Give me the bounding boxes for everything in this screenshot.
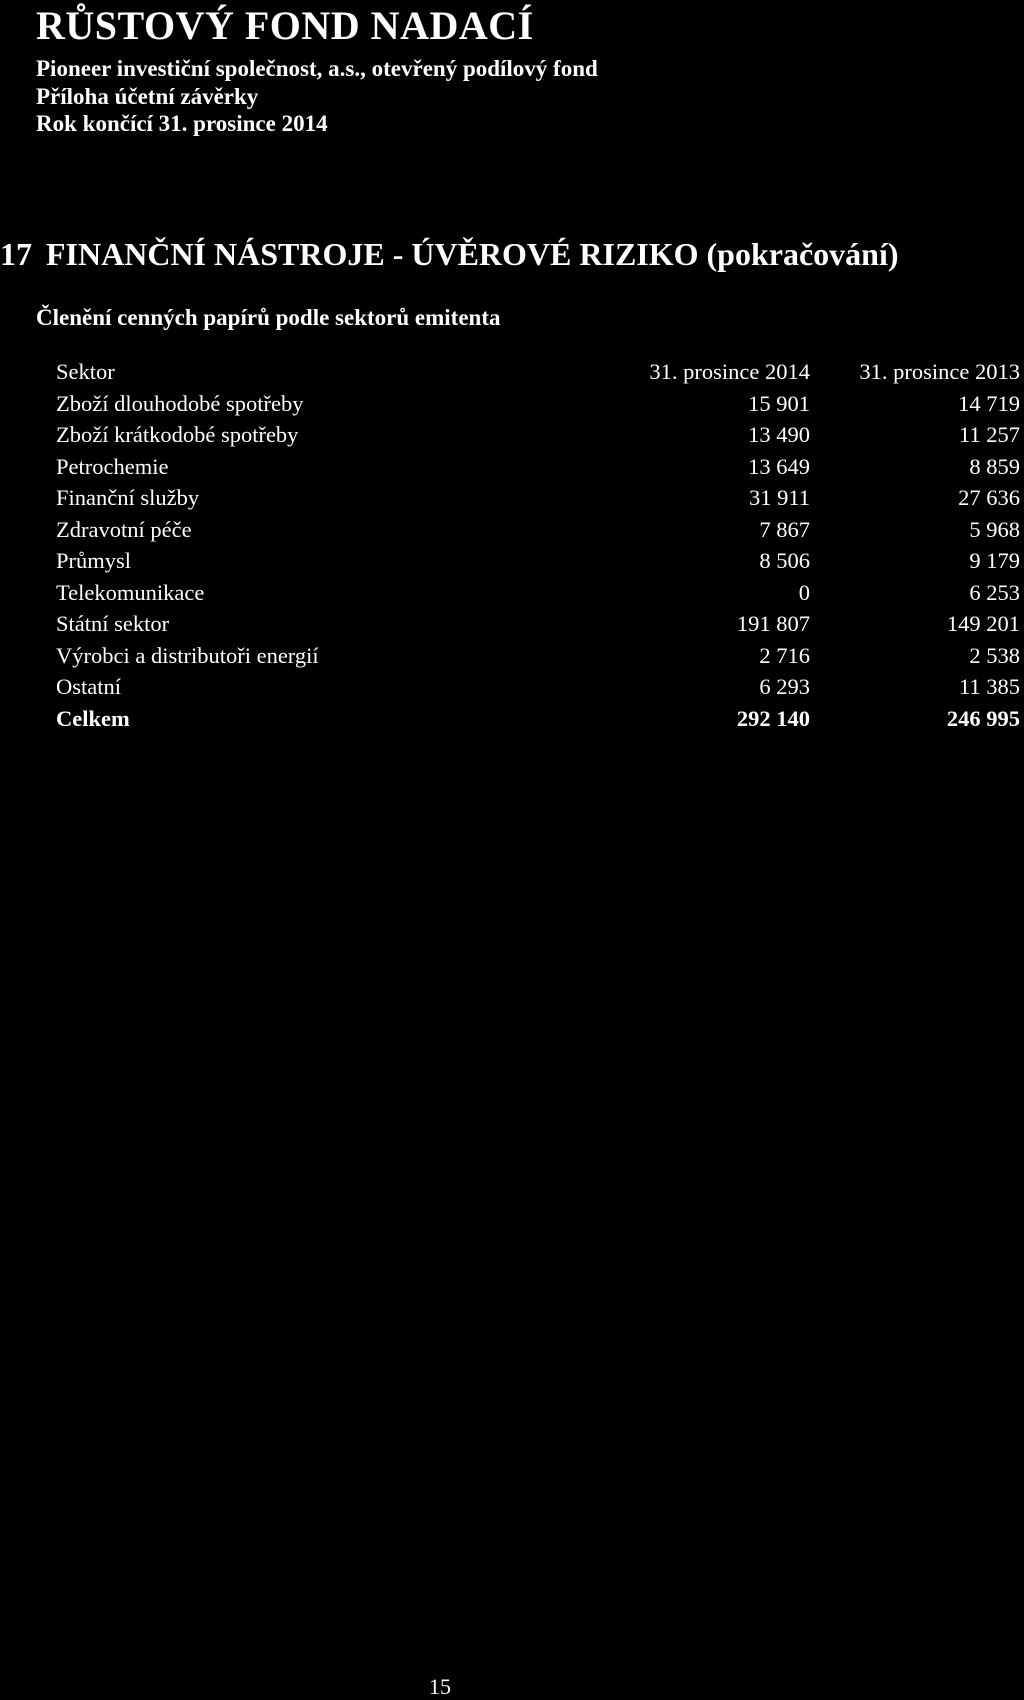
row-label: Zdravotní péče xyxy=(56,516,192,542)
row-label: Průmysl xyxy=(56,548,132,573)
table-subtitle: Členění cenných papírů podle sektorů emitenta xyxy=(36,305,501,330)
value-2013: 14 719 xyxy=(958,390,1020,416)
table-total-row xyxy=(56,703,1020,735)
reporting-period: Rok končící 31. prosince 2014 xyxy=(36,111,328,136)
section-heading xyxy=(0,236,899,273)
document-type: Příloha účetní závěrky xyxy=(36,84,259,109)
table-row xyxy=(56,671,1020,703)
table-row xyxy=(56,608,1020,640)
row-label: Výrobci a distributoři energií xyxy=(56,642,319,668)
value-2013: 11 385 xyxy=(958,674,1020,699)
column-header-2013: 31. prosince 2013 xyxy=(859,359,1020,384)
value-2013: 5 968 xyxy=(969,516,1020,542)
total-2014: 292 140 xyxy=(736,705,810,731)
table-row xyxy=(56,577,1020,609)
table-row xyxy=(56,388,1020,420)
table-row xyxy=(56,451,1020,483)
value-2014: 2 716 xyxy=(759,642,810,668)
total-2013: 246 995 xyxy=(946,705,1020,731)
table-row xyxy=(56,482,1020,514)
value-2014: 13 490 xyxy=(748,422,810,447)
row-label: Zboží krátkodobé spotřeby xyxy=(56,422,299,447)
row-label: Ostatní xyxy=(56,674,121,699)
company-name: Pioneer investiční společnost, a.s., otevřený podílový fond xyxy=(36,56,598,81)
value-2013: 9 179 xyxy=(969,548,1020,573)
value-2013: 2 538 xyxy=(969,642,1020,668)
value-2014: 7 867 xyxy=(759,516,810,542)
value-2013: 8 859 xyxy=(969,453,1020,479)
fund-name: RŮSTOVÝ FOND NADACÍ xyxy=(36,3,534,48)
value-2014: 191 807 xyxy=(736,611,810,636)
row-label: Finanční služby xyxy=(56,485,200,510)
value-2013: 6 253 xyxy=(969,579,1020,605)
value-2013: 149 201 xyxy=(946,611,1020,636)
value-2014: 15 901 xyxy=(748,390,810,416)
sector-table xyxy=(56,356,1020,734)
value-2014: 31 911 xyxy=(748,485,810,510)
table-row xyxy=(56,419,1020,451)
row-label: Zboží dlouhodobé spotřeby xyxy=(56,390,304,416)
value-2013: 11 257 xyxy=(958,422,1020,447)
row-label: Petrochemie xyxy=(56,453,169,479)
value-2013: 27 636 xyxy=(958,485,1020,510)
table-row xyxy=(56,640,1020,672)
table-row xyxy=(56,514,1020,546)
total-label: Celkem xyxy=(56,705,130,731)
value-2014: 6 293 xyxy=(759,674,810,699)
value-2014: 13 649 xyxy=(748,453,810,479)
value-2014: 8 506 xyxy=(759,548,810,573)
table-row xyxy=(56,545,1020,577)
column-header-sector: Sektor xyxy=(56,359,115,384)
table-header-row xyxy=(56,356,1020,388)
section-number: 17 xyxy=(0,236,32,272)
section-title: FINANČNÍ NÁSTROJE - ÚVĚROVÉ RIZIKO (pokračování) xyxy=(46,236,899,272)
row-label: Telekomunikace xyxy=(56,579,205,605)
page-number: 15 xyxy=(429,1674,451,1699)
value-2014: 0 xyxy=(798,579,810,605)
column-header-2014: 31. prosince 2014 xyxy=(649,359,810,384)
row-label: Státní sektor xyxy=(56,611,170,636)
